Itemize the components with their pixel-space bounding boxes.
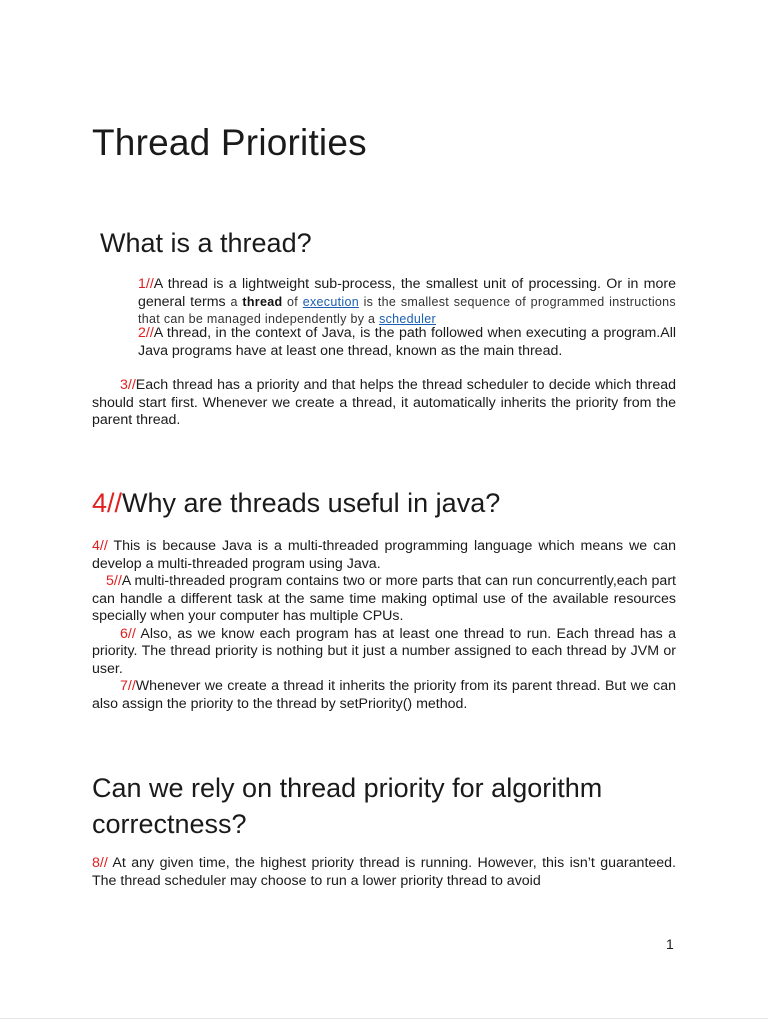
definition-continuation: is the smallest sequence of programmed instructions that can be managed independently by a xyxy=(138,294,676,326)
paragraph-number: 1// xyxy=(138,276,154,292)
paragraph-text: Each thread has a priority and that helps the thread scheduler to decide which thread should start first. Whenever we create a thread, it automatically inherits the priority from the parent thread. xyxy=(92,377,676,428)
paragraph-number: 2// xyxy=(138,325,154,341)
paragraph-number: 4// xyxy=(92,538,108,554)
paragraph-6 xyxy=(92,626,676,679)
paragraph-5 xyxy=(92,573,676,626)
paragraph-text: Also, as we know each program has at least one thread to run. Each thread has a priority. The thread priority is nothing but it just a number assigned to each thread by JVM or user. xyxy=(92,625,676,677)
bold-term-thread: thread xyxy=(242,294,283,309)
paragraph-text: A thread, in the context of Java, is the path followed when executing a program.All Java programs have at least one thread, known as the main thread. xyxy=(138,325,676,359)
paragraph-text: A multi-threaded program contains two or more parts that can run concurrently,each part can handle a different task at the same time making optimal use of the available resources specially when your computer has multiple CPUs. xyxy=(92,573,676,624)
paragraph-number: 8// xyxy=(92,855,108,871)
paragraph-number: 7// xyxy=(120,678,136,694)
paragraph-text: Whenever we create a thread it inherits the priority from its parent thread. But we can also assign the priority to the thread by setPriority() method. xyxy=(92,678,676,712)
paragraph-number: 5// xyxy=(106,573,122,589)
definition-word: a xyxy=(230,294,238,309)
paragraph-number: 3// xyxy=(120,377,136,393)
heading-number: 4// xyxy=(92,488,123,518)
section-heading-what-is-thread: What is a thread? xyxy=(100,228,312,258)
scheduler-link[interactable]: scheduler xyxy=(379,312,436,326)
page-title: Thread Priorities xyxy=(92,122,367,163)
section-heading-rely-on-priority: Can we rely on thread priority for algorithm correctness? xyxy=(92,773,603,839)
paragraph-8 xyxy=(92,855,676,890)
paragraph-4 xyxy=(92,538,676,573)
paragraph-number: 6// xyxy=(120,625,136,642)
paragraph-3 xyxy=(92,377,676,430)
paragraph-text: At any given time, the highest priority thread is running. However, this isn’t guaranteed. The thread scheduler may choose to run a lower priority thread to avoid xyxy=(92,855,676,889)
section-3-body xyxy=(92,855,676,890)
section-2-body xyxy=(92,538,676,713)
definition-word: of xyxy=(287,294,299,309)
paragraph-text: A thread is a lightweight sub-process, the smallest unit of processing. Or in more general terms xyxy=(138,276,676,310)
section-heading-why-threads xyxy=(92,488,500,519)
paragraph-1 xyxy=(138,276,676,329)
page-bottom-divider xyxy=(0,1018,768,1019)
paragraph-text: This is because Java is a multi-threaded programming language which means we can develop a multi-threaded program using Java. xyxy=(92,538,676,572)
page-number: 1 xyxy=(666,936,674,952)
execution-link[interactable]: execution xyxy=(302,294,359,309)
paragraph-2 xyxy=(138,325,676,360)
paragraph-7 xyxy=(92,678,676,713)
heading-text: Why are threads useful in java? xyxy=(122,488,501,518)
